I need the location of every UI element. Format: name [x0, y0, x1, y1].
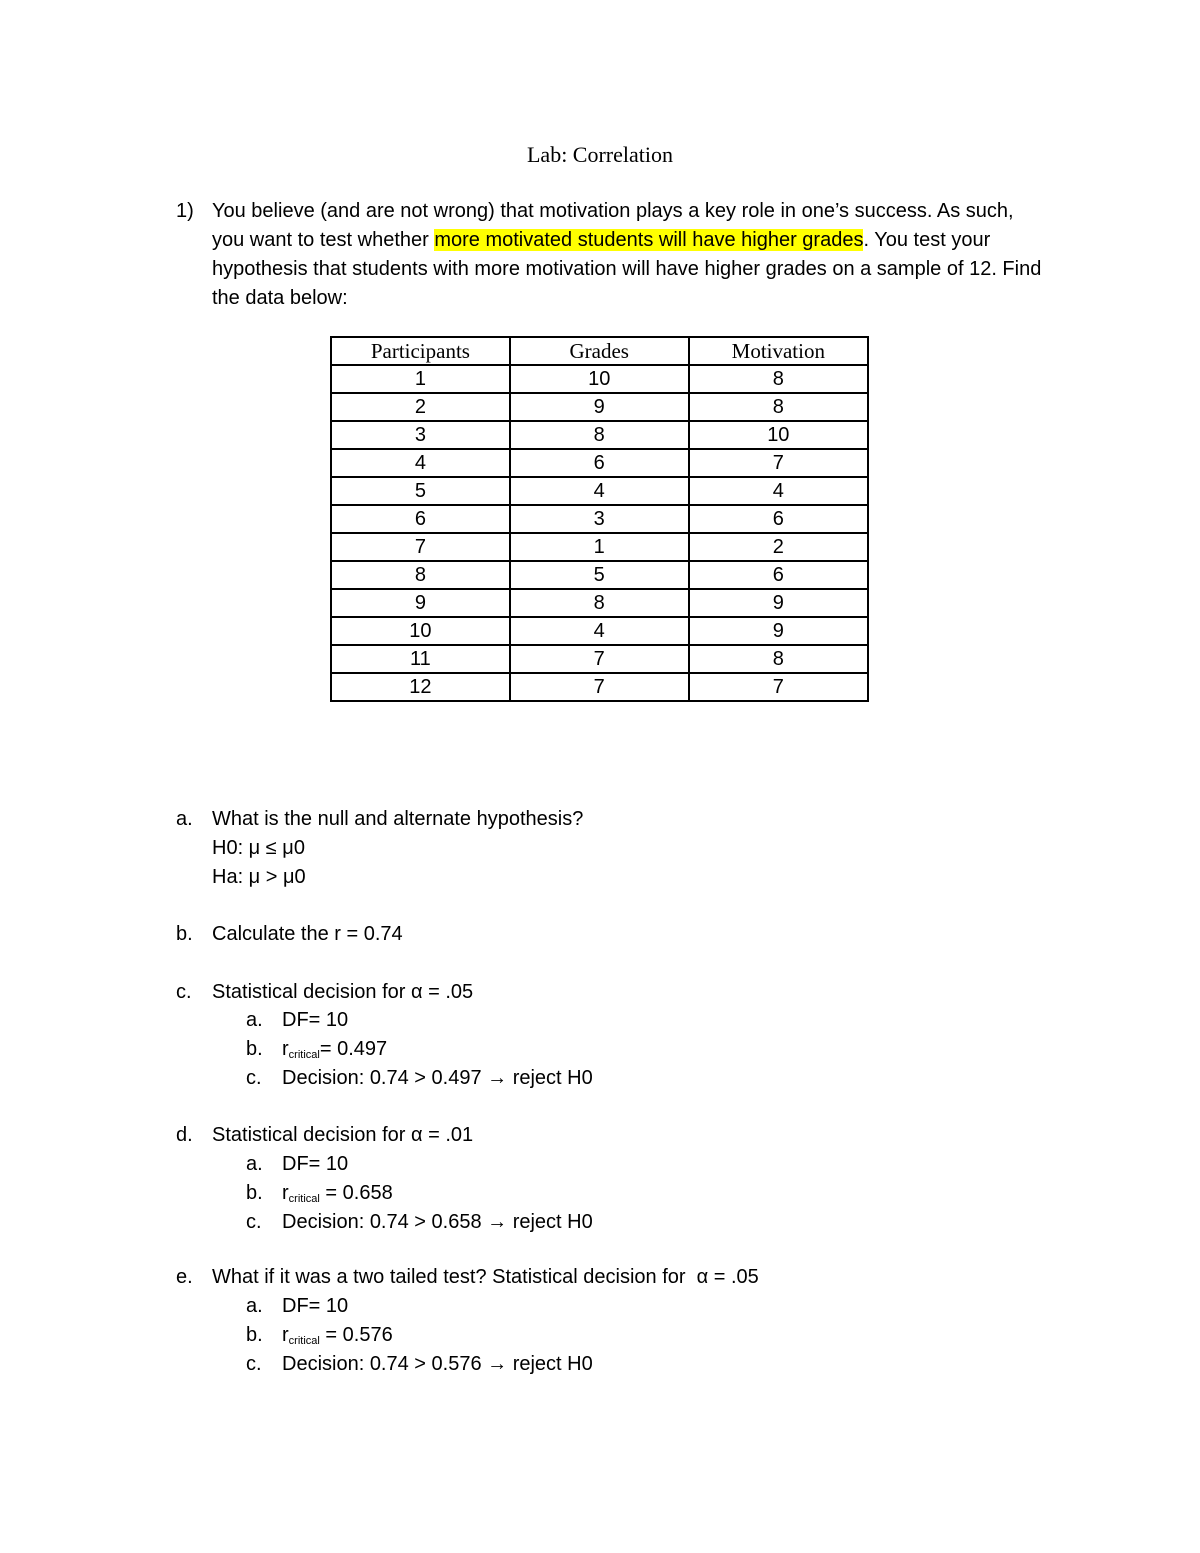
- data-table: [330, 336, 869, 702]
- r-subscript: critical: [288, 1193, 320, 1205]
- cell-participant: 10: [331, 617, 510, 645]
- table-row: [331, 533, 868, 561]
- sub-label: c.: [246, 1067, 262, 1089]
- part-d-text: Statistical decision for α = .01: [212, 1124, 474, 1146]
- part-e-decision: [246, 1350, 593, 1379]
- header-participants: Participants: [331, 337, 510, 365]
- cell-grade: 9: [510, 393, 689, 421]
- cell-grade: 8: [510, 589, 689, 617]
- table-row: [331, 449, 868, 477]
- cell-grade: 10: [510, 365, 689, 393]
- cell-motivation: 9: [689, 617, 868, 645]
- r-critical-value: = 0.658: [319, 1182, 393, 1204]
- question-1-text: [212, 197, 1046, 313]
- part-d-label: d.: [176, 1124, 193, 1146]
- part-e-df: [246, 1292, 348, 1321]
- cell-grade: 1: [510, 533, 689, 561]
- part-c: [176, 978, 473, 1007]
- cell-motivation: 6: [689, 505, 868, 533]
- question-1: [176, 197, 1046, 313]
- r-subscript: critical: [288, 1049, 320, 1061]
- cell-participant: 4: [331, 449, 510, 477]
- part-c-text: Statistical decision for α = .05: [212, 981, 474, 1003]
- cell-grade: 8: [510, 421, 689, 449]
- table-row: [331, 421, 868, 449]
- part-d: [176, 1121, 473, 1150]
- part-c-decision: [246, 1064, 593, 1093]
- part-e-label: e.: [176, 1266, 193, 1288]
- part-a-label: a.: [176, 808, 193, 830]
- cell-motivation: 4: [689, 477, 868, 505]
- cell-grade: 3: [510, 505, 689, 533]
- header-motivation: Motivation: [689, 337, 868, 365]
- r-critical-value: = 0.576: [319, 1324, 393, 1346]
- cell-participant: 7: [331, 533, 510, 561]
- cell-motivation: 8: [689, 645, 868, 673]
- r-symbol: r: [282, 1182, 289, 1204]
- question-number: 1): [176, 200, 194, 222]
- table-header-row: [331, 337, 868, 365]
- header-grades: Grades: [510, 337, 689, 365]
- cell-participant: 12: [331, 673, 510, 701]
- cell-participant: 1: [331, 365, 510, 393]
- alternate-hypothesis: Ha: μ > μ0: [212, 866, 306, 888]
- cell-participant: 3: [331, 421, 510, 449]
- cell-grade: 7: [510, 645, 689, 673]
- cell-motivation: 2: [689, 533, 868, 561]
- part-b: [176, 920, 403, 949]
- r-critical-value: = 0.497: [319, 1038, 388, 1060]
- sub-label: c.: [246, 1211, 262, 1233]
- part-a-question: What is the null and alternate hypothesis?: [212, 808, 584, 830]
- part-b-text: Calculate the r = 0.74: [212, 923, 403, 945]
- sub-label: c.: [246, 1353, 262, 1375]
- question-text-after: . You test your hypothesis that students with more motivation will have higher grades on a sample of 12. Find the data below:: [212, 229, 1042, 309]
- sub-label: b.: [246, 1182, 263, 1204]
- table-row: [331, 365, 868, 393]
- cell-participant: 11: [331, 645, 510, 673]
- cell-motivation: 10: [689, 421, 868, 449]
- df-value: DF= 10: [282, 1153, 349, 1175]
- part-d-decision: [246, 1208, 593, 1237]
- cell-grade: 4: [510, 477, 689, 505]
- r-subscript: critical: [288, 1335, 320, 1347]
- cell-participant: 6: [331, 505, 510, 533]
- part-e: [176, 1263, 759, 1292]
- decision-text: Decision: 0.74 > 0.576 → reject H0: [282, 1353, 593, 1375]
- cell-motivation: 6: [689, 561, 868, 589]
- cell-grade: 7: [510, 673, 689, 701]
- cell-grade: 5: [510, 561, 689, 589]
- cell-participant: 5: [331, 477, 510, 505]
- question-text-before: You believe (and are not wrong) that motivation plays a key role in one’s success. As such, you want to test whether: [212, 200, 1014, 251]
- df-value: DF= 10: [282, 1009, 349, 1031]
- table-row: [331, 589, 868, 617]
- table-row: [331, 393, 868, 421]
- cell-participant: 2: [331, 393, 510, 421]
- table-row: [331, 645, 868, 673]
- part-b-label: b.: [176, 923, 193, 945]
- cell-grade: 4: [510, 617, 689, 645]
- table-row: [331, 505, 868, 533]
- table-row: [331, 617, 868, 645]
- decision-text: Decision: 0.74 > 0.497 → reject H0: [282, 1067, 593, 1089]
- cell-motivation: 8: [689, 365, 868, 393]
- decision-text: Decision: 0.74 > 0.658 → reject H0: [282, 1211, 593, 1233]
- sub-label: a.: [246, 1009, 263, 1031]
- part-d-df: [246, 1150, 348, 1179]
- sub-label: b.: [246, 1038, 263, 1060]
- cell-motivation: 7: [689, 673, 868, 701]
- sub-label: a.: [246, 1153, 263, 1175]
- highlighted-hypothesis: more motivated students will have higher grades: [434, 229, 864, 251]
- sub-label: a.: [246, 1295, 263, 1317]
- cell-grade: 6: [510, 449, 689, 477]
- table-row: [331, 561, 868, 589]
- r-symbol: r: [282, 1324, 289, 1346]
- part-a: [176, 805, 583, 892]
- sub-label: b.: [246, 1324, 263, 1346]
- part-c-label: c.: [176, 981, 192, 1003]
- df-value: DF= 10: [282, 1295, 349, 1317]
- table-row: [331, 673, 868, 701]
- cell-participant: 9: [331, 589, 510, 617]
- cell-motivation: 8: [689, 393, 868, 421]
- table-row: [331, 477, 868, 505]
- cell-participant: 8: [331, 561, 510, 589]
- cell-motivation: 9: [689, 589, 868, 617]
- r-symbol: r: [282, 1038, 289, 1060]
- cell-motivation: 7: [689, 449, 868, 477]
- page-title: Lab: Correlation: [526, 142, 673, 167]
- null-hypothesis: H0: μ ≤ μ0: [212, 837, 305, 859]
- part-e-text: What if it was a two tailed test? Statistical decision for α = .05: [212, 1266, 759, 1288]
- part-c-df: [246, 1006, 348, 1035]
